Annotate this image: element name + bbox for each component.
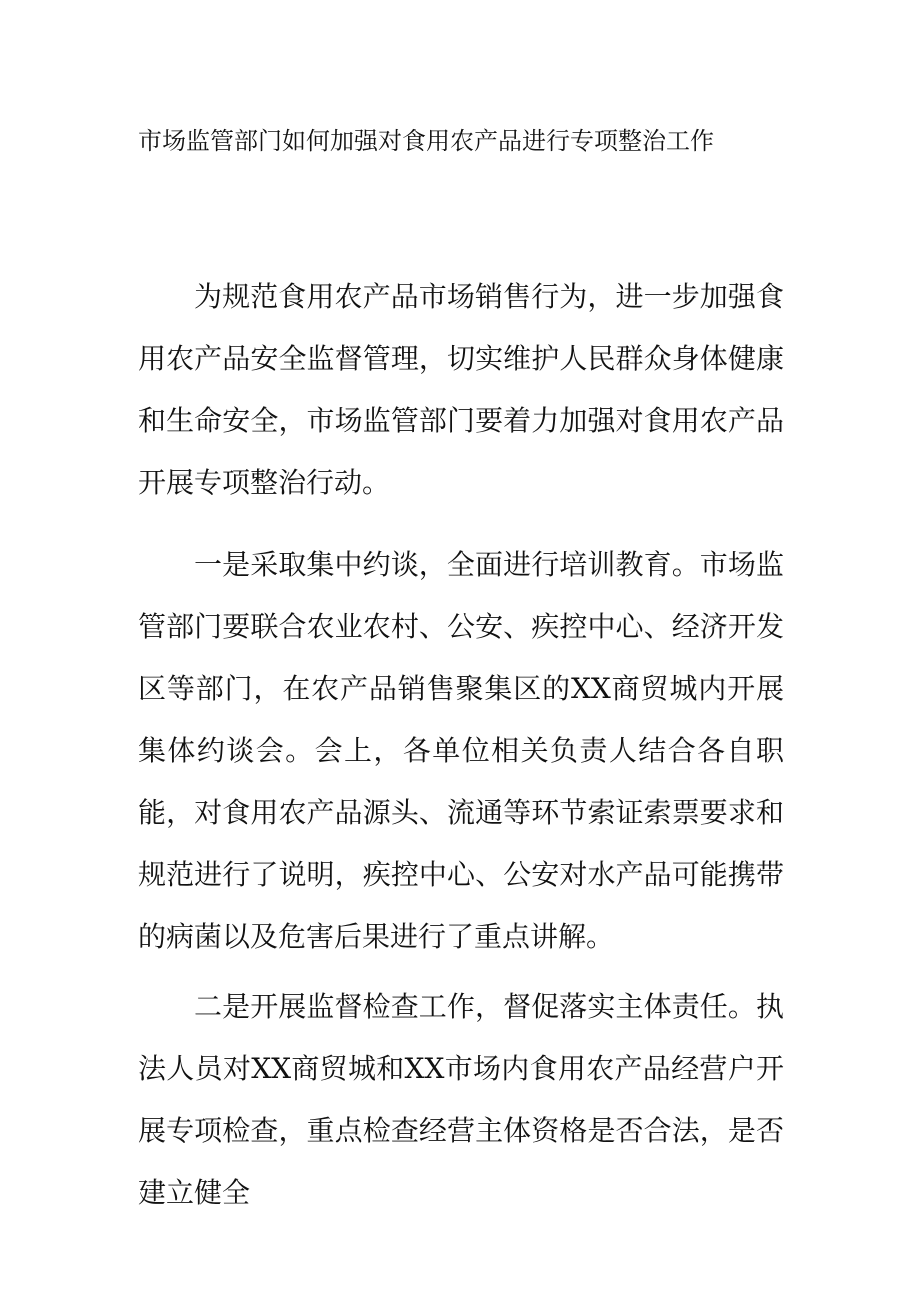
paragraph-two-block — [138, 976, 784, 1224]
paragraph-intro: 为规范食用农产品市场销售行为，进一步加强食用农产品安全监督管理，切实维护人民群众身体健康和生命安全，市场监管部门要着力加强对食用农产品开展专项整治行动。 — [138, 280, 784, 499]
document-title: 市场监管部门如何加强对食用农产品进行专项整治工作 — [138, 127, 714, 155]
paragraph-intro-block — [138, 266, 784, 514]
paragraph-point-two: 二是开展监督检查工作，督促落实主体责任。执法人员对XX商贸城和XX市场内食用农产品经营户开展专项检查，重点检查经营主体资格是否合法，是否建立健全 — [138, 990, 784, 1209]
paragraph-point-one: 一是采取集中约谈，全面进行培训教育。市场监管部门要联合农业农村、公安、疾控中心、经济开发区等部门，在农产品销售聚集区的XX商贸城内开展集体约谈会。会上，各单位相关负责人结合各自职能，对食用农产品源头、流通等环节索证索票要求和规范进行了说明，疾控中心、公安对水产品可能携带的病菌以及危害后果进行了重点讲解。 — [138, 548, 784, 953]
paragraph-one-block — [138, 534, 784, 968]
